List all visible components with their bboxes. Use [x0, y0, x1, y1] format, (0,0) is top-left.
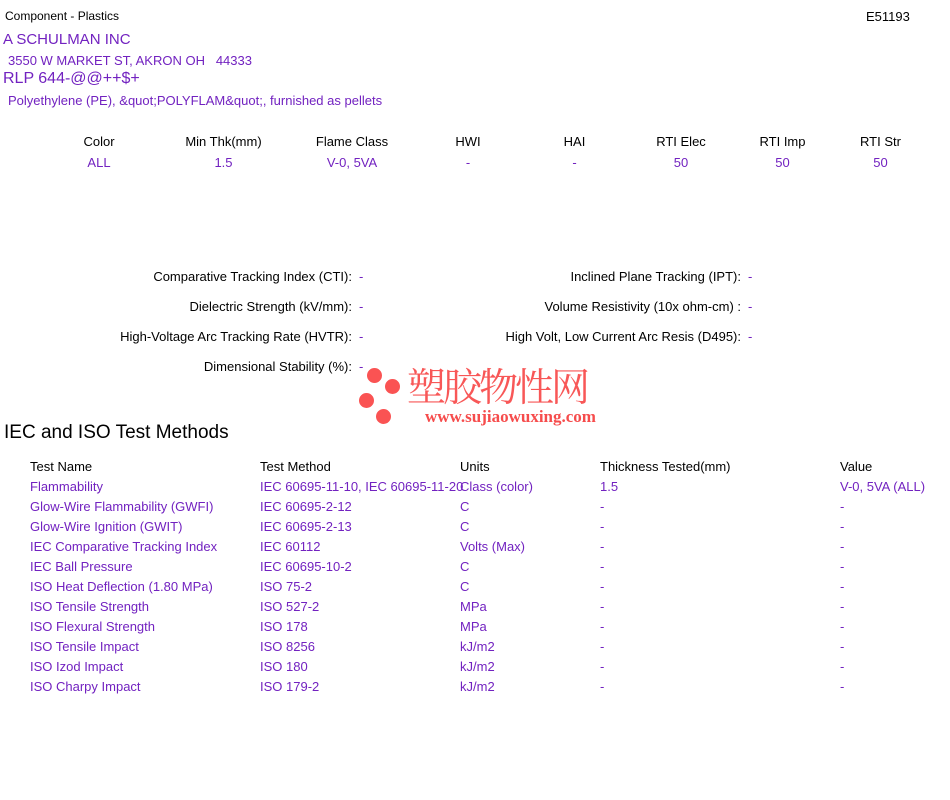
- table-row: [0, 499, 950, 519]
- ratings-value-rti-elec: 50: [673, 155, 689, 170]
- prop-label-hvtr: High-Voltage Arc Tracking Rate (HVTR):: [120, 329, 352, 344]
- prop-label-ipt: Inclined Plane Tracking (IPT):: [570, 269, 741, 284]
- cell-units: C: [460, 559, 470, 574]
- cell-value: -: [840, 579, 845, 594]
- cell-units: kJ/m2: [460, 679, 495, 694]
- ratings-value-rti-imp: 50: [775, 155, 790, 170]
- cell-test-method: ISO 75-2: [260, 579, 313, 594]
- ratings-header-rti-imp: RTI Imp: [759, 134, 806, 149]
- prop-value-dielectric: -: [359, 299, 364, 314]
- cell-value: -: [840, 659, 845, 674]
- ratings-header-min-thk: Min Thk(mm): [185, 134, 262, 149]
- prop-label-d495: High Volt, Low Current Arc Resis (D495):: [505, 329, 741, 344]
- cell-value: -: [840, 559, 845, 574]
- company-name: A SCHULMAN INC: [3, 31, 131, 48]
- file-number: E51193: [866, 9, 910, 24]
- cell-test-name: ISO Heat Deflection (1.80 MPa): [30, 579, 213, 594]
- cell-test-method: ISO 8256: [260, 639, 315, 654]
- watermark-dot-icon: [376, 409, 391, 424]
- col-header-test-name: Test Name: [30, 459, 93, 474]
- cell-test-method: IEC 60695-11-10, IEC 60695-11-20: [260, 479, 464, 494]
- cell-test-name: ISO Tensile Strength: [30, 599, 149, 614]
- ratings-header-hwi: HWI: [455, 134, 481, 149]
- cell-thickness: 1.5: [600, 479, 619, 494]
- cell-test-method: ISO 527-2: [260, 599, 320, 614]
- cell-test-method: ISO 179-2: [260, 679, 320, 694]
- cell-units: C: [460, 519, 470, 534]
- cell-value: -: [840, 599, 845, 614]
- cell-units: MPa: [460, 619, 487, 634]
- ratings-header-rti-elec: RTI Elec: [656, 134, 706, 149]
- watermark-site-url: www.sujiaowuxing.com: [425, 407, 596, 426]
- cell-test-name: ISO Tensile Impact: [30, 639, 139, 654]
- cell-test-name: Flammability: [30, 479, 103, 494]
- cell-test-name: ISO Flexural Strength: [30, 619, 155, 634]
- cell-value: -: [840, 519, 845, 534]
- cell-value: -: [840, 499, 845, 514]
- cell-thickness: -: [600, 519, 605, 534]
- cell-thickness: -: [600, 639, 605, 654]
- cell-units: C: [460, 499, 470, 514]
- material-description: Polyethylene (PE), &quot;POLYFLAM&quot;, furnished as pellets: [8, 93, 383, 108]
- cell-thickness: -: [600, 619, 605, 634]
- ratings-value-color: ALL: [87, 155, 111, 170]
- cell-thickness: -: [600, 679, 605, 694]
- cell-value: V-0, 5VA (ALL): [840, 479, 926, 494]
- cell-thickness: -: [600, 579, 605, 594]
- prop-value-volume-resistivity: -: [748, 299, 753, 314]
- cell-test-method: IEC 60695-2-13: [260, 519, 352, 534]
- table-row: [0, 479, 950, 499]
- cell-test-name: ISO Izod Impact: [30, 659, 124, 674]
- cell-test-name: Glow-Wire Flammability (GWFI): [30, 499, 214, 514]
- prop-label-dielectric: Dielectric Strength (kV/mm):: [189, 299, 352, 314]
- table-row: [0, 559, 950, 579]
- table-row: [0, 659, 950, 679]
- cell-units: Volts (Max): [460, 539, 526, 554]
- table-row: [0, 519, 950, 539]
- table-row: [0, 599, 950, 619]
- section-title-iec-iso: IEC and ISO Test Methods: [4, 422, 229, 443]
- col-header-value: Value: [840, 459, 873, 474]
- cell-test-name: IEC Comparative Tracking Index: [30, 539, 218, 554]
- ratings-header-hai: HAI: [563, 134, 586, 149]
- prop-label-dimensional: Dimensional Stability (%):: [203, 359, 352, 374]
- ratings-value-min-thk: 1.5: [214, 155, 233, 170]
- ratings-value-hai: -: [572, 155, 577, 170]
- col-header-test-method: Test Method: [260, 459, 331, 474]
- cell-units: Class (color): [460, 479, 533, 494]
- prop-value-dimensional: -: [359, 359, 364, 374]
- doc-type-label: Component - Plastics: [5, 9, 120, 23]
- ratings-value-hwi: -: [465, 155, 471, 170]
- col-header-units: Units: [460, 459, 490, 474]
- cell-test-method: IEC 60112: [260, 539, 321, 554]
- table-row: [0, 679, 950, 699]
- cell-test-method: ISO 178: [260, 619, 308, 634]
- prop-value-hvtr: -: [359, 329, 364, 344]
- col-header-thickness: Thickness Tested(mm): [600, 459, 731, 474]
- company-address: 3550 W MARKET ST, AKRON OH 44333: [8, 53, 252, 68]
- ratings-header-flame-class: Flame Class: [315, 134, 389, 149]
- ratings-value-flame-class: V-0, 5VA: [326, 155, 378, 170]
- iec-iso-header-row: [0, 459, 950, 479]
- cell-thickness: -: [600, 539, 605, 554]
- ratings-header-rti-str: RTI Str: [860, 134, 901, 149]
- cell-test-method: ISO 180: [260, 659, 308, 674]
- table-row: [0, 579, 950, 599]
- grade-name: RLP 644-@@++$+: [3, 70, 140, 87]
- watermark-site-name: 塑胶物性网: [407, 367, 588, 410]
- cell-test-method: IEC 60695-10-2: [260, 559, 352, 574]
- watermark-dot-icon: [385, 379, 400, 394]
- ratings-header-color: Color: [83, 134, 115, 149]
- cell-thickness: -: [600, 599, 605, 614]
- cell-value: -: [840, 639, 845, 654]
- cell-units: MPa: [460, 599, 487, 614]
- table-row: [0, 619, 950, 639]
- cell-test-method: IEC 60695-2-12: [260, 499, 352, 514]
- watermark-dot-icon: [367, 368, 382, 383]
- prop-value-d495: -: [748, 329, 753, 344]
- cell-units: C: [460, 579, 470, 594]
- cell-value: -: [840, 679, 845, 694]
- prop-value-ipt: -: [748, 269, 753, 284]
- ratings-header-row: [40, 134, 930, 149]
- cell-value: -: [840, 539, 845, 554]
- ratings-value-row: [40, 155, 930, 170]
- cell-test-name: Glow-Wire Ignition (GWIT): [30, 519, 183, 534]
- prop-label-cti: Comparative Tracking Index (CTI):: [153, 269, 352, 284]
- prop-label-volume-resistivity: Volume Resistivity (10x ohm-cm) :: [544, 299, 741, 314]
- table-row: [0, 639, 950, 659]
- ratings-value-rti-str: 50: [873, 155, 888, 170]
- cell-units: kJ/m2: [460, 659, 495, 674]
- cell-test-name: IEC Ball Pressure: [30, 559, 133, 574]
- watermark-dot-icon: [359, 393, 374, 408]
- cell-thickness: -: [600, 559, 605, 574]
- cell-thickness: -: [600, 659, 605, 674]
- cell-value: -: [840, 619, 845, 634]
- cell-units: kJ/m2: [460, 639, 495, 654]
- cell-test-name: ISO Charpy Impact: [30, 679, 141, 694]
- table-row: [0, 539, 950, 559]
- cell-thickness: -: [600, 499, 605, 514]
- iec-iso-table: [0, 459, 950, 699]
- prop-value-cti: -: [359, 269, 364, 284]
